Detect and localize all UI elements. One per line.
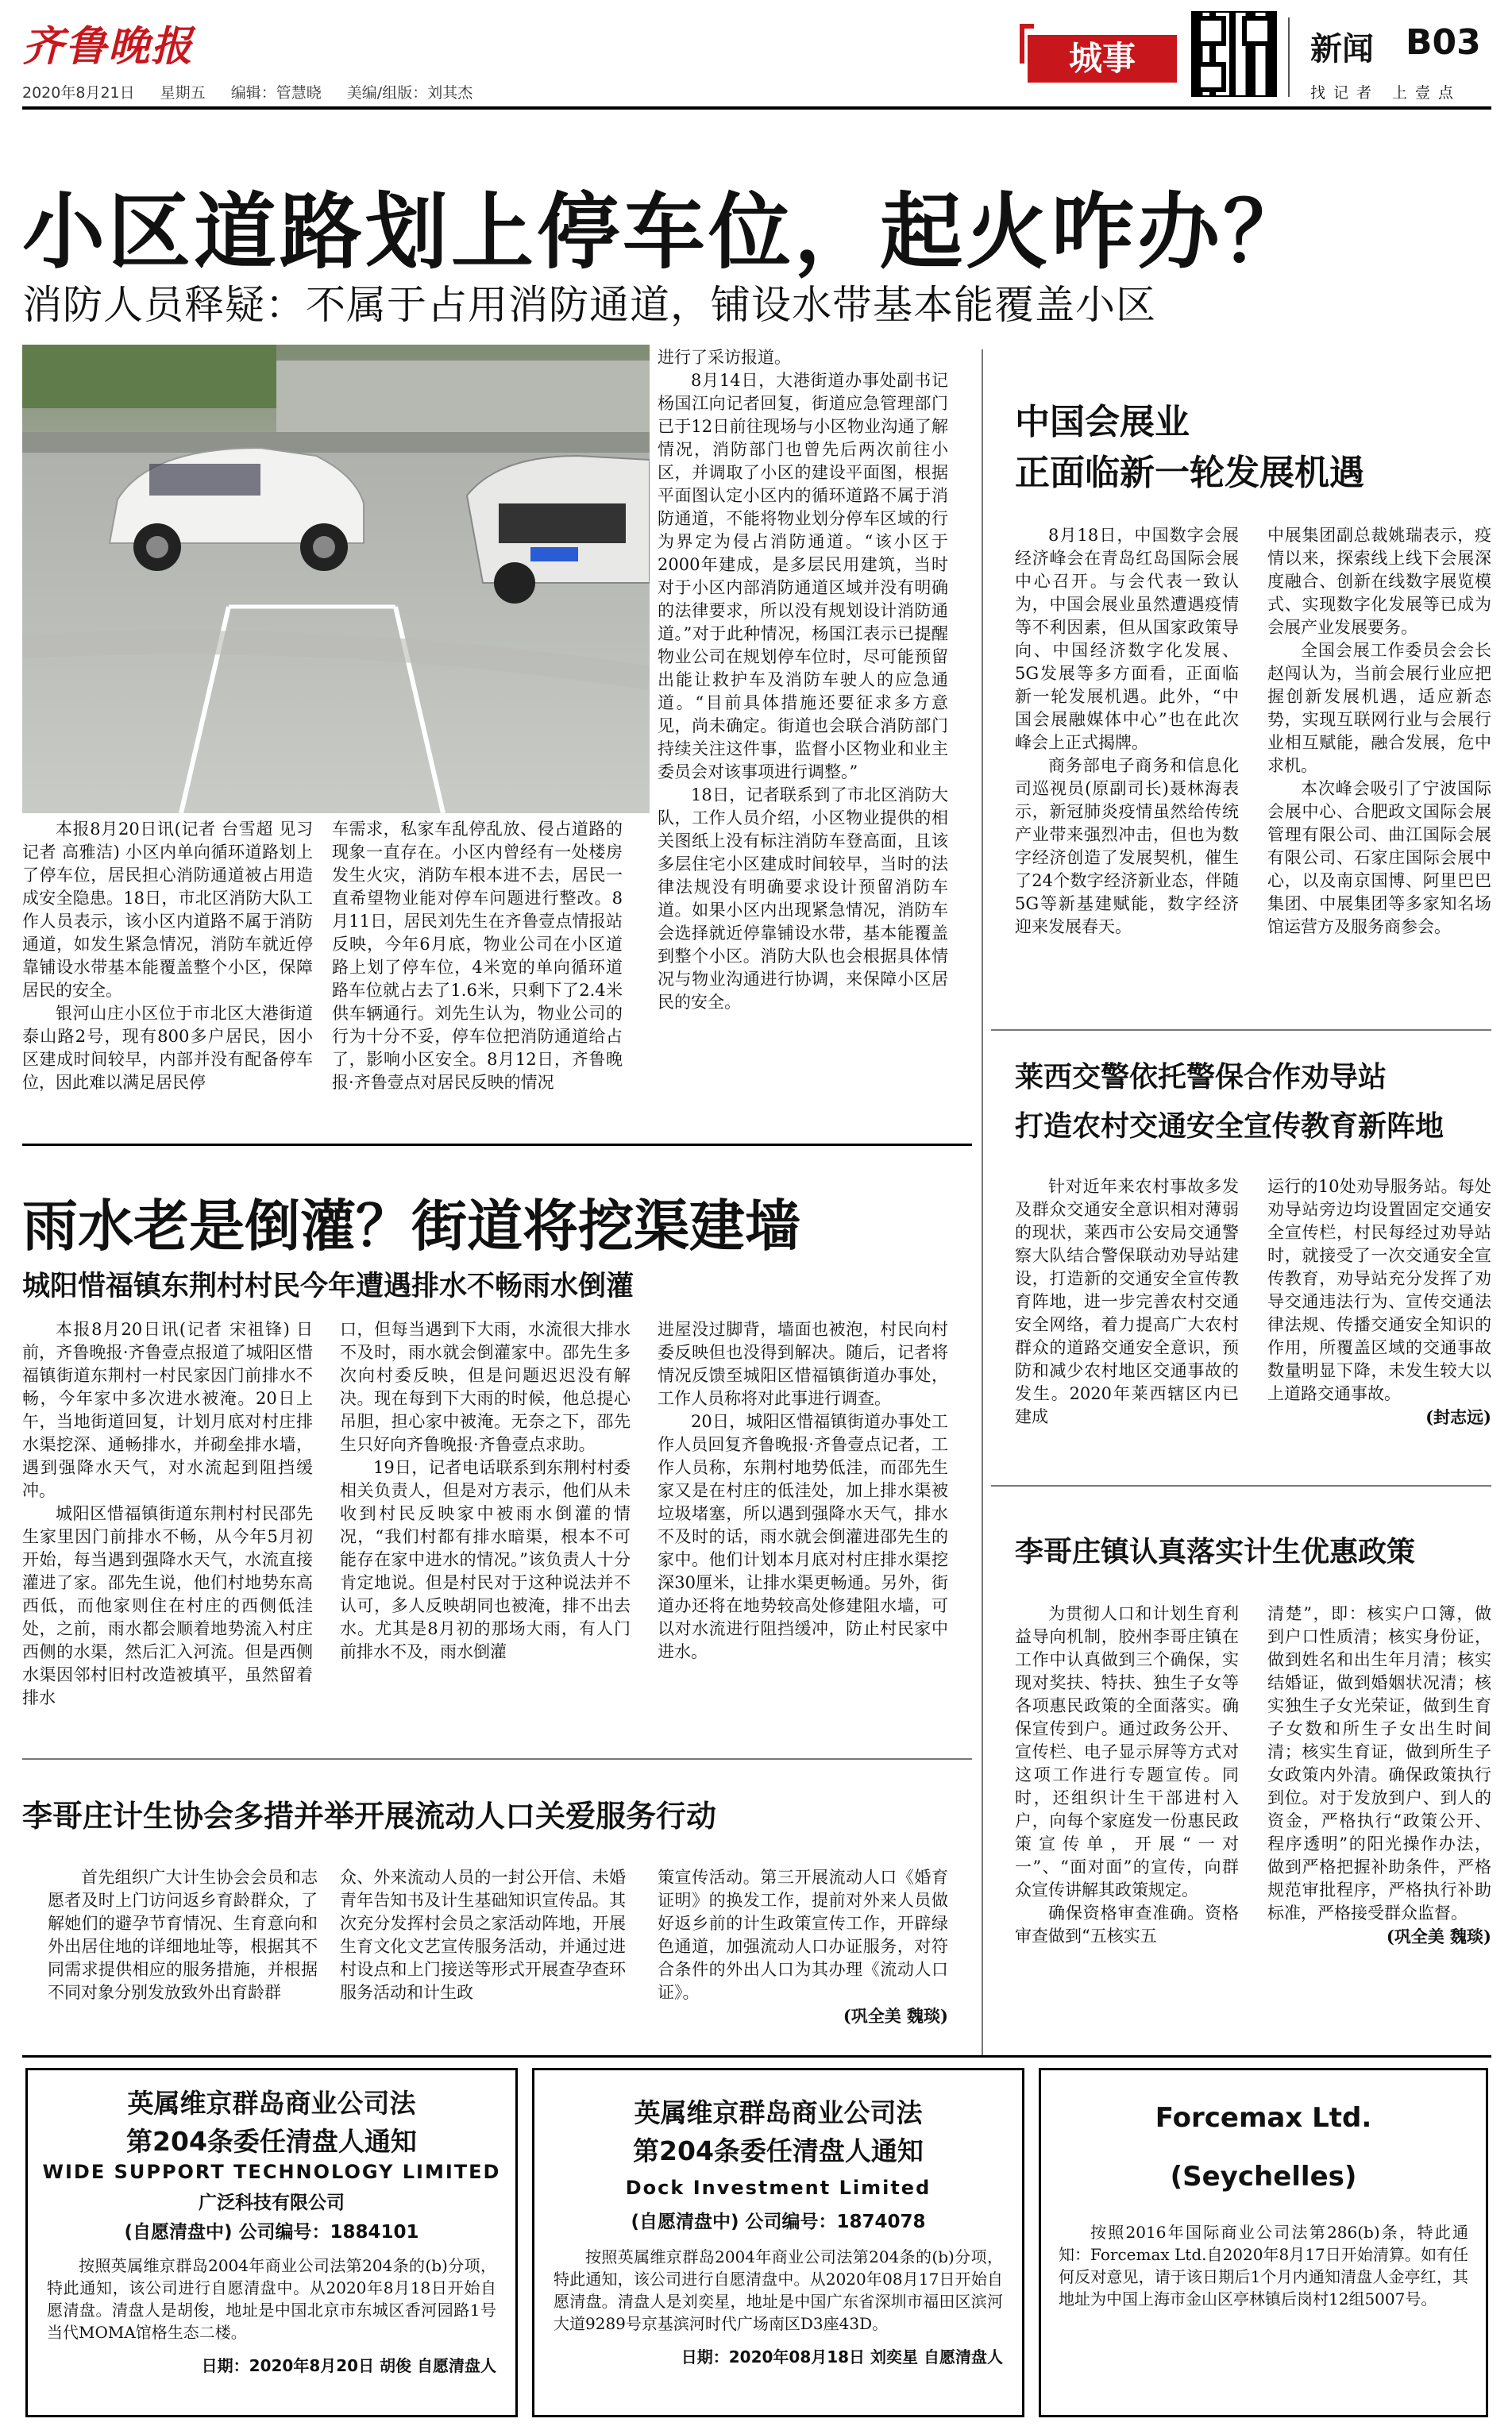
third-column-2 (340, 1866, 626, 2004)
second-subhead: 城阳惜福镇东荆村村民今年遭遇排水不畅雨水倒灌 (22, 1271, 634, 1302)
second-story-rule (22, 1144, 972, 1146)
ad3-body: 按照2016年国际商业公司法第286(b)条，特此通知：Forcemax Ltd.自2020年8月17日开始清算。如有任何反对意见，请于该日期后1个月内通知清盘人金亭红，其地址为中国上海市金山区亭林镇后岗村12组5007号。 (1059, 2223, 1468, 2309)
right3-title: 李哥庄镇认真落实计生优惠政策 (1015, 1536, 1416, 1568)
designer-credit: 美编/组版：刘其杰 (346, 84, 473, 102)
right3-credit: (巩全美 魏琰) (1386, 1927, 1491, 1946)
header-divider (1288, 17, 1290, 97)
right3-column-2 (1267, 1603, 1491, 1948)
lead-col1-p2: 银河山庄小区位于市北区大港街道泰山路2号，现有800多户居民，因小区建成时间较早，内部并没有配备停车位，因此难以满足居民停 (22, 1004, 313, 1092)
third-col2-p1: 众、外来流动人员的一封公开信、未婚青年告知书及计生基础知识宣传品。其次充分发挥村会员之家活动阵地，开展生育文化文艺宣传服务活动，并通过进村设点和上门接送等形式开展查孕查环服务活动和计生政 (340, 1868, 626, 2002)
ad-notice-3 (1039, 2068, 1488, 2417)
section-tag-label: 城事 (1028, 35, 1177, 83)
right1-col2-p3: 本次峰会吸引了宁波国际会展中心、合肥政文国际会展管理有限公司、曲江国际会展有限公司、石家庄国际会展中心，以及南京国博、阿里巴巴集团、中展集团等多家知名场馆运营方及服务商参会。 (1267, 779, 1491, 936)
ad-notice-2 (532, 2068, 1024, 2417)
ads-top-rule (22, 2055, 1491, 2058)
second-col3-p2: 20日，城阳区惜福镇街道办事处工作人员回复齐鲁晚报·齐鲁壹点记者，工作人员称，东荆村地势低洼，而邵先生家又是在村庄的低洼处，加上排水渠被垃圾堵塞，所以遇到强降水天气，排水不及时的话，雨水就会倒灌进邵先生的家中。他们计划本月底对村庄排水渠挖深30厘米，让排水渠更畅通。另外，街道办还将在地势较高处修建阻水墙，可以对水流进行阻挡缓冲，防止村民家中进水。 (658, 1412, 948, 1661)
ad2-date: 日期：2020年08月18日 刘奕星 自愿清盘人 (681, 2347, 1003, 2366)
third-story-rule (22, 1758, 972, 1760)
reporter-tagline: 找记者 上壹点 (1310, 84, 1462, 102)
third-credit: (巩全美 魏琰) (843, 2006, 948, 2026)
second-col1-p2: 城阳区惜福镇街道东荆村村民邵先生家里因门前排水不畅，从今年5月初开始，每当遇到强降水天气，水流直接灌进了家。邵先生说，他们村地势东高西低，而他家则住在村庄的西侧低洼处，之前，雨水都会顺着地势流入村庄西侧的水渠，然后汇入河流。但是西侧水渠因邻村旧村改造被填平，虽然留着排水 (22, 1504, 313, 1707)
third-column-1 (48, 1866, 318, 2004)
right2-col2-p1: 运行的10处劝导服务站。每处劝导站旁边均设置固定交通安全宣传栏，村民每经过劝导站时，就接受了一次交通安全宣传教育，劝导站充分发挥了劝导交通违法行为、宣传交通法律法规、传播交通安全知识的作用，所覆盖区域的交通事故数量明显下降，未发生较大以上道路交通事故。 (1267, 1177, 1491, 1403)
right3-col1-p2: 确保资格审查准确。资格审查做到“五核实五 (1015, 1904, 1239, 1946)
second-col2-p1: 口，但每当遇到下大雨，水流很大排水不及时，雨水就会倒灌家中。邵先生多次向村委反映，但是问题迟迟没有解决。现在每到下大雨的时候，他总提心吊胆，担心家中被淹。无奈之下，邵先生只好向齐鲁晚报·齐鲁壹点求助。 (340, 1320, 631, 1454)
ad1-title1: 英属维京群岛商业公司法 (127, 2088, 416, 2119)
lead-col1-p1: 本报8月20日讯(记者 台雪超 见习记者 高雅洁) 小区内单向循环道路划上了停车位，居民担心消防通道被占用造成安全隐患。18日，市北区消防大队工作人员表示，该小区内道路不属于消防通道，如发生紧急情况，消防车就近停靠铺设水带基本能覆盖整个小区，保障居民的安全。 (22, 820, 313, 1000)
ad1-title2: 第204条委任清盘人通知 (126, 2126, 417, 2157)
header-rule (22, 106, 1491, 110)
ad1-date: 日期：2020年8月20日 胡俊 自愿清盘人 (201, 2356, 496, 2375)
right1-col2-p1: 中展集团副总裁姚瑞表示，疫情以来，探索线上线下会展深度融合、创新在线数字展览模式、实现数字化发展等已成为会展产业发展要务。 (1267, 526, 1491, 637)
issue-date: 2020年8月21日 (22, 84, 135, 102)
ad1-company-en: WIDE SUPPORT TECHNOLOGY LIMITED (42, 2161, 501, 2183)
second-column-3 (658, 1318, 948, 1664)
right3-col1-p1: 为贯彻人口和计划生育利益导向机制，胶州李哥庄镇在工作中认真做到三个确保，实现对奖扶、特扶、独生子女等各项惠民政策的全面落实。确保宣传到户。通过政务公开、宣传栏、电子显示屏等方式对这项工作进行专题宣传。同时，还组织计生干部进村入户，向每个家庭发一份惠民政策宣传单，开展“一对一”、“面对面”的宣传，向群众宣传讲解其政策规定。 (1015, 1604, 1239, 1900)
ad3-title1: Forcemax Ltd. (1155, 2102, 1372, 2134)
ad-notice-1 (25, 2068, 518, 2417)
right1-col2-p2: 全国会展工作委员会会长赵闯认为，当前会展行业应把握创新发展机遇，适应新态势，实现互联网行业与会展行业相互赋能，融合发展，危中求机。 (1267, 641, 1491, 775)
ad2-body: 按照英属维京群岛2004年商业公司法第204条的(b)分项，特此通知，该公司进行自愿清盘中。从2020年08月17日开始自愿清盘。清盘人是刘奕星，地址是中国广东省深圳市福田区滨河大道9289号京基滨河时代广场南区D3座43D。 (554, 2247, 1003, 2333)
ad1-body: 按照英属维京群岛2004年商业公司法第204条的(b)分项，特此通知，该公司进行自愿清盘中。从2020年8月18日开始自愿清盘。清盘人是胡俊，地址是中国北京市东城区香河园路1号当代MOMA馆格生态二楼。 (47, 2256, 496, 2342)
lead-column-2 (332, 818, 623, 1094)
right-divider-1 (991, 1029, 1491, 1031)
right2-column-2 (1267, 1175, 1491, 1429)
lead-col3-p1: 进行了采访报道。 (658, 348, 791, 367)
right3-col2-p1: 清楚”，即：核实户口簿，做到户口性质清；核实身份证，做到姓名和出生年月清；核实结婚证，做到婚姻状况清；核实独生子女光荣证，做到生育子女数和所生子女出生时间清；核实生育证，做到所生子女政策内外清。确保政策执行到位。对于发放到户、到人的资金，严格执行“政策公开、程序透明”的阳光操作办法，做到严格把握补助条件，严格规范审批程序，严格执行补助标准，严格接受群众监督。 (1267, 1604, 1491, 1923)
ad2-company-en: Dock Investment Limited (625, 2177, 932, 2199)
right1-title (1015, 397, 1364, 499)
right1-title-line2: 正面临新一轮发展机遇 (1015, 453, 1364, 493)
ad1-registration: (自愿清盘中) 公司编号：1884101 (124, 2222, 419, 2243)
ad1-company-cn: 广泛科技有限公司 (199, 2193, 345, 2213)
second-col3-p1: 进屋没过脚背，墙面也被泡，村民向村委反映但也没得到解决。随后，记者将情况反馈至城阳区惜福镇街道办事处，工作人员称将对此事进行调查。 (658, 1320, 948, 1408)
right2-credit: (封志远) (1425, 1407, 1491, 1427)
lead-photo (22, 345, 650, 813)
second-col2-p2: 19日，记者电话联系到东荆村村委相关负责人，但是对方表示，他们从未收到村民反映家中被雨水倒灌的情况，“我们村都有排水暗渠，根本不可能存在家中进水的情况。”该负责人十分肯定地说。但是村民对于这种说法并不认可，多人反映胡同也被淹，排不出去水。尤其是8月初的那场大雨，有人门前排水不及，雨水倒灌 (340, 1458, 631, 1661)
lead-col3-p3: 18日，记者联系到了市北区消防大队，工作人员介绍，小区物业提供的相关图纸上没有标注消防车登高面，且该多层住宅小区建成时间较早，当时的法律法规没有明确要求设计预留消防车道。如果小区内出现紧急情况，消防车会选择就近停靠铺设水带，基本能覆盖到整个小区。消防大队也会根据具体情况与物业沟通进行协调，来保障小区居民的安全。 (658, 785, 948, 1012)
ad3-title2: (Seychelles) (1170, 2161, 1357, 2193)
right1-col1-p2: 商务部电子商务和信息化司巡视员(原副司长)聂林海表示，新冠肺炎疫情虽然给传统产业带来强烈冲击，但也为数字经济创造了发展契机，催生了24个数字经济新业态，伴随5G等新基建赋能，数字经济迎来发展春天。 (1015, 756, 1239, 936)
editor-credit: 编辑：管慧晓 (230, 84, 322, 102)
second-headline: 雨水老是倒灌？街道将挖渠建墙 (22, 1194, 800, 1259)
right-divider-2 (991, 1485, 1491, 1487)
right2-col1-p1: 针对近年来农村事故多发及群众交通安全意识相对薄弱的现状，莱西市公安局交通警察大队结合警保联动劝导站建设，打造新的交通安全宣传教育阵地，进一步完善农村交通安全网络，着力提高广大农村群众的道路交通安全意识，预防和减少农村地区交通事故的发生。2020年莱西辖区内已建成 (1015, 1177, 1239, 1426)
lead-col2-p1: 车需求，私家车乱停乱放、侵占道路的现象一直存在。小区内曾经有一处楼房发生火灾，消防车根本进不去，居民一直希望物业能对停车问题进行整改。8月11日，居民刘先生在齐鲁壹点情报站反映，今年6月底，物业公司在小区道路上划了停车位，4米宽的单向循环道路车位就占去了1.6米，只剩下了2.4米供车辆通行。刘先生认为，物业公司的行为十分不妥，停车位把消防通道给占了，影响小区安全。8月12日，齐鲁晚报·齐鲁壹点对居民反映的情况 (332, 820, 623, 1092)
third-headline: 李哥庄计生协会多措并举开展流动人口关爱服务行动 (22, 1799, 717, 1834)
right1-title-line1: 中国会展业 (1015, 402, 1190, 442)
ad2-title2: 第204条委任清盘人通知 (633, 2135, 924, 2166)
third-col1-p1: 首先组织广大计生协会会员和志愿者及时上门访问返乡育龄群众，了解她们的避孕节育情况、生育意向和外出居住地的详细地址等，根据其不同需求提供相应的服务措施，并根据不同对象分别发放致外出育龄群 (48, 1868, 318, 2002)
section-name: 新闻 (1310, 31, 1374, 68)
right2-title-line2: 打造农村交通安全宣传教育新阵地 (1015, 1110, 1444, 1143)
second-column-1 (22, 1318, 313, 1710)
section-tag (1028, 17, 1186, 87)
right1-column-2 (1267, 524, 1491, 939)
second-column-2 (340, 1318, 631, 1664)
ad2-title1: 英属维京群岛商业公司法 (634, 2097, 923, 2128)
third-column-3 (658, 1866, 948, 2027)
issue-meta (22, 81, 493, 102)
lead-subhead: 消防人员释疑：不属于占用消防通道，铺设水带基本能覆盖小区 (22, 282, 1156, 328)
lead-column-3 (658, 346, 948, 1014)
third-col3-p1: 策宣传活动。第三开展流动人口《婚育证明》的换发工作，提前对外来人员做好返乡前的计生政策宣传工作，开辟绿色通道，加强流动人口办证服务，对符合条件的外出人口为其办理《流动人口证》。 (658, 1868, 948, 2002)
page-number: B03 (1406, 22, 1481, 63)
column-rule (982, 349, 983, 2057)
newspaper-brand: 齐鲁晚报 (22, 22, 195, 71)
lead-headline: 小区道路划上停车位，起火咋办？ (22, 183, 1310, 280)
lead-column-1 (22, 818, 313, 1094)
ad2-registration: (自愿清盘中) 公司编号：1874078 (631, 2212, 926, 2232)
right1-column-1 (1015, 524, 1239, 939)
right3-column-1 (1015, 1603, 1239, 1948)
right2-title (1015, 1053, 1444, 1151)
right2-title-line1: 莱西交警依托警保合作劝导站 (1015, 1061, 1387, 1094)
parking-lot-photo (22, 345, 650, 813)
issue-weekday: 星期五 (160, 84, 206, 102)
right2-column-1 (1015, 1175, 1239, 1429)
second-col1-p1: 本报8月20日讯(记者 宋祖锋) 日前，齐鲁晚报·齐鲁壹点报道了城阳区惜福镇街道东荆村一村民家因门前排水不畅，今年家中多次进水被淹。20日上午，当地街道回复，计划月底对村庄排水渠挖深、通畅排水，并砌垒排水墙，遇到强降水天气，对水流起到阻挡缓冲。 (22, 1320, 313, 1500)
lead-col3-p2: 8月14日，大港街道办事处副书记杨国江向记者回复，街道应急管理部门已于12日前往现场与小区物业沟通了解情况，消防部门也曾先后两次前往小区，并调取了小区的建设平面图，根据平面图认定小区内的循环道路不属于消防通道，不能将物业划分停车区域的行为界定为侵占消防通道。“该小区于2000年建成，是多层民用建筑，当时对于小区内部消防通道区域并没有明确的法律要求，所以没有规划设计消防通道。”对于此种情况，杨国江表示已提醒物业公司在规划停车位时，尽可能预留出能让救护车及消防车驶人的应急通道。“目前具体措施还要征求多方意见，尚未确定。街道也会联合消防部门持续关注这件事，监督小区物业和业主委员会对该事项进行调整。” (658, 371, 948, 781)
right1-col1-p1: 8月18日，中国数字会展经济峰会在青岛红岛国际会展中心召开。与会代表一致认为，中国会展业虽然遭遇疫情等不利因素，但从国家政策导向、中国经济数字化发展、5G发展等多方面看，正面临新一轮发展机遇。此外，“中国会展融媒体中心”也在此次峰会上正式揭牌。 (1015, 526, 1239, 752)
qr-code-icon[interactable] (1191, 11, 1277, 97)
